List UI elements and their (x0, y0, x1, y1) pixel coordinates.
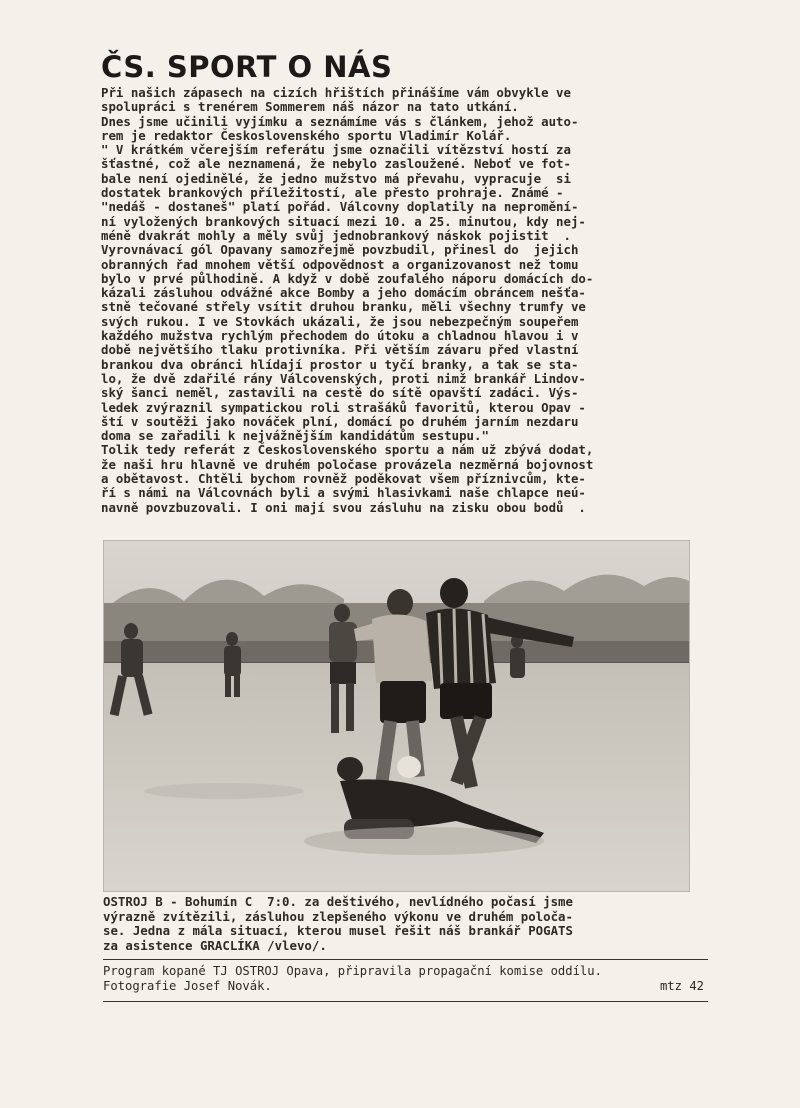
footer-credits: Program kopané TJ OSTROJ Opava, připravila propagační komise oddílu. (103, 964, 602, 978)
article-line: ští v soutěži jako nováček plní, domácí po druhém jarním nezdaru (101, 413, 579, 429)
article-line: kázali zásluhou odvážné akce Bomby a jeho domácím obráncem nešťa- (101, 285, 586, 301)
article-line: bale není ojedinělé, že jedno mužstvo má převahu, vypracuje si (101, 170, 571, 186)
article-line: Při našich zápasech na cizích hřištích přinášíme vám obvykle ve (101, 85, 571, 100)
article-line: Tolik tedy referát z Československého sportu a nám už zbývá dodat, (101, 442, 594, 458)
article-line: ří s námi na Válcovnách byli a svými hlasivkami naše chlapce neú- (101, 485, 586, 501)
article-line: navně povzbuzovali. I oni mají svou zásluhu na zisku obou bodů . (101, 499, 586, 515)
footer-top-rule (103, 959, 708, 960)
article-line: "nedáš - dostaneš" platí pořád. Válcovny doplatily na nepromění- (101, 199, 579, 215)
article-line: " V krátkém včerejším referátu jsme označili vítězství hostí za (101, 142, 571, 158)
footer (103, 964, 708, 994)
article-line: ský šanci neměl, zastavili na cestě do sítě opavští zadáci. Výs- (101, 385, 579, 401)
article-body (101, 86, 701, 515)
article-title: ČS. SPORT O NÁS (101, 50, 393, 84)
article-line: obranných řad mnohem větší odpovědnost a organizovanost než tomu (101, 256, 579, 272)
article-line: a obětavost. Chtěli bychom rovněž poděkovat všem příznivcům, kte- (101, 471, 586, 487)
article-line: lo, že dvě zdařilé rány Válcovenských, proti nimž brankář Lindov- (101, 370, 586, 386)
article-line: stně tečované střely vsítit druhou branku, měli všechny trumfy ve (101, 299, 586, 315)
caption-line: OSTROJ B - Bohumín C 7:0. za deštivého, nevlídného počasí jsme (103, 894, 573, 909)
footer-photo-credit: Fotografie Josef Novák. (103, 979, 272, 993)
caption-line: za asistence GRACLÍKA /vlevo/. (103, 937, 327, 953)
article-line: době největšího tlaku protivníka. Při větším závaru před vlastní (101, 342, 579, 358)
footer-bottom-rule (103, 1001, 708, 1002)
article-line: spolupráci s trenérem Sommerem náš názor na tato utkání. (101, 99, 519, 115)
article-line: ledek zvýraznil sympatickou roli strašáků favoritů, kterou Opav - (101, 399, 586, 415)
football-match-illustration (104, 541, 689, 891)
article-line: že naši hru hlavně ve druhém poločase provázela nezměrná bojovnost (101, 456, 594, 472)
page-mark: mtz 42 (659, 979, 704, 993)
article-line: méně dvakrát mohly a měly svůj jednobrankový náskok pojistit . (101, 227, 571, 243)
match-photo (103, 540, 690, 892)
article-line: Dnes jsme učinili vyjímku a seznámíme vás s článkem, jehož auto- (101, 113, 579, 129)
article-line: doma se zařadili k nejvážnějším kandidátům sestupu." (101, 428, 489, 444)
caption-line: se. Jedna z mála situací, kterou musel řešit náš brankář POGATS (103, 923, 573, 938)
article-line: šťastné, což ale neznamená, že nebylo zasloužené. Neboť ve fot- (101, 156, 571, 172)
article-line: brankou dva obránci hlídají prostor u tyčí branky, a tak se sta- (101, 356, 579, 372)
article-line: svých rukou. I ve Stovkách ukázali, že jsou nebezpečným soupeřem (101, 313, 579, 329)
article-line: každého mužstva rychlým přechodem do útoku a chladnou hlavou i v (101, 328, 579, 344)
article-line: bylo v prvé půlhodině. A když v době zoufalého náporu domácích do- (101, 270, 594, 286)
caption-line: výrazně zvítězili, zásluhou zlepšeného výkonu ve druhém poloča- (103, 908, 573, 924)
article-line: rem je redaktor Československého sportu Vladimír Kolář. (101, 127, 512, 143)
article-line: ní vyložených brankových situací mezi 10. a 25. minutou, kdy nej- (101, 213, 586, 229)
article-line: dostatek brankových příležitostí, ale přesto prohraje. Známé - (101, 185, 564, 201)
photo-caption (103, 895, 703, 953)
article-line: Vyrovnávací gól Opavany samozřejmě povzbudil, přinesl do jejich (101, 242, 579, 258)
